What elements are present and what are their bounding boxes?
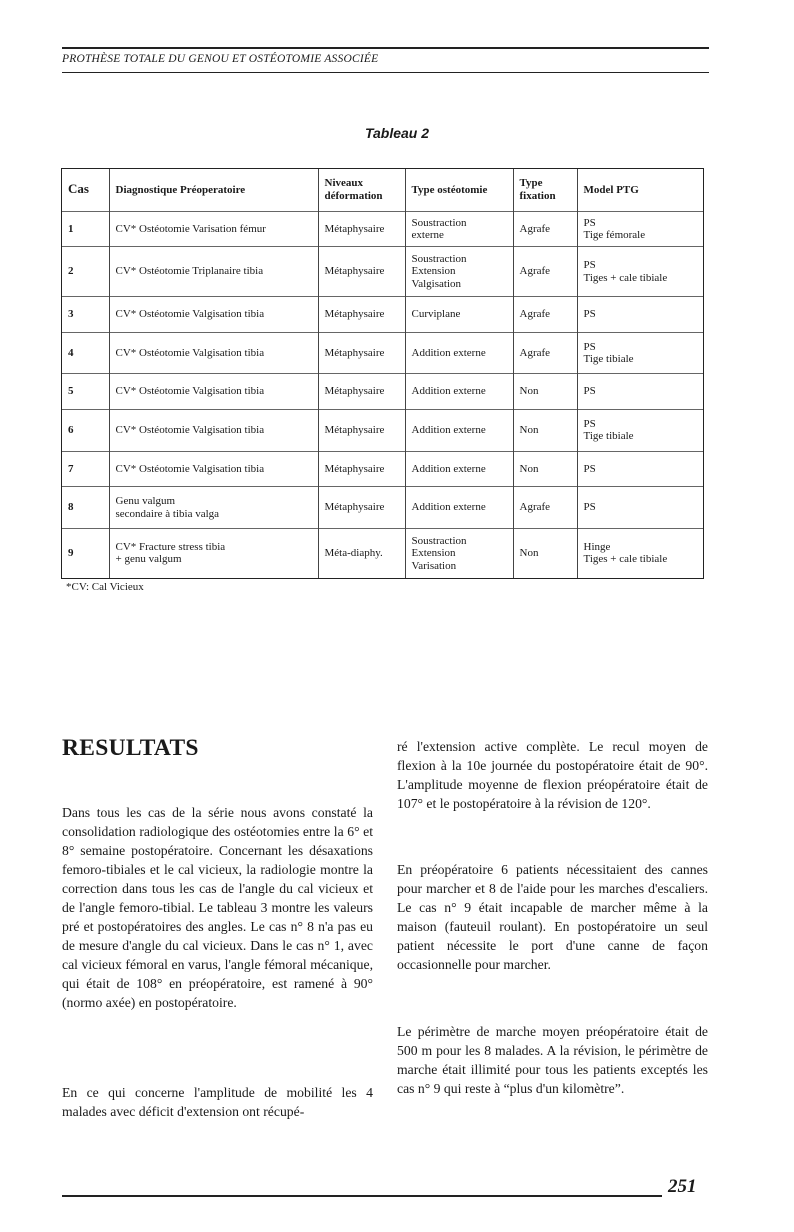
- cell-diagnostic: Genu valgum secondaire à tibia valga: [109, 487, 318, 529]
- header-cas: Cas: [68, 181, 89, 197]
- cell-niveaux: Métaphysaire: [318, 374, 405, 410]
- cell-diagnostic: CV* Ostéotomie Valgisation tibia: [109, 451, 318, 487]
- cell-diagnostic: CV* Ostéotomie Valgisation tibia: [109, 374, 318, 410]
- header-ptg: Model PTG: [577, 169, 703, 211]
- cell-fixation: Agrafe: [513, 487, 577, 529]
- header-fixation: Type fixation: [513, 169, 577, 211]
- cell-niveaux: Métaphysaire: [318, 487, 405, 529]
- table-row: [62, 247, 703, 297]
- table-row: [62, 528, 703, 578]
- cell-niveaux: Méta-diaphy.: [318, 528, 405, 578]
- cell-osteotomie: Curviplane: [405, 296, 513, 332]
- table-footnote: *CV: Cal Vicieux: [66, 581, 144, 593]
- cell-fixation: Non: [513, 374, 577, 410]
- cell-osteotomie: Addition externe: [405, 374, 513, 410]
- cell-diagnostic: CV* Fracture stress tibia + genu valgum: [109, 528, 318, 578]
- cell-fixation: Non: [513, 409, 577, 451]
- table-row: [62, 296, 703, 332]
- header-rule-top: [62, 47, 709, 49]
- table-row: [62, 487, 703, 529]
- header-diagnostic: Diagnostique Préoperatoire: [109, 169, 318, 211]
- cell-cas: 5: [62, 374, 109, 410]
- cell-osteotomie: Soustraction externe: [405, 211, 513, 247]
- page-number: 251: [668, 1176, 697, 1197]
- right-paragraph-3: Le périmètre de marche moyen préopératoire était de 500 m pour les 8 malades. A la révision, le périmètre de marche était illimité pour tous les patients exceptés les cas n° 9 qui reste à “plus d'un kilomètre”.: [397, 1024, 708, 1097]
- cell-osteotomie: Addition externe: [405, 487, 513, 529]
- table-row: [62, 409, 703, 451]
- section-heading-resultats: RESULTATS: [62, 735, 199, 761]
- left-paragraph-2: En ce qui concerne l'amplitude de mobilité les 4 malades avec déficit d'extension ont récupé-: [62, 1085, 373, 1120]
- data-table: [62, 169, 703, 578]
- cell-cas: 3: [62, 296, 109, 332]
- cell-diagnostic: CV* Ostéotomie Valgisation tibia: [109, 296, 318, 332]
- right-paragraph-1: ré l'extension active complète. Le recul moyen de flexion à la 10e journée du postopératoire était de 90°. L'amplitude moyenne de flexion préopératoire était de 107° et le postopératoire à la révision de 120°.: [397, 739, 708, 812]
- cell-ptg: PS: [577, 374, 703, 410]
- cell-cas: 8: [62, 487, 109, 529]
- cell-ptg: PS Tiges + cale tibiale: [577, 247, 703, 297]
- cell-niveaux: Métaphysaire: [318, 247, 405, 297]
- table-row: [62, 451, 703, 487]
- cell-niveaux: Métaphysaire: [318, 451, 405, 487]
- cell-ptg: PS: [577, 451, 703, 487]
- cell-osteotomie: Soustraction Extension Valgisation: [405, 247, 513, 297]
- table-container: [61, 168, 704, 579]
- table-header-row: [62, 169, 703, 211]
- cell-osteotomie: Addition externe: [405, 332, 513, 374]
- cell-osteotomie: Soustraction Extension Varisation: [405, 528, 513, 578]
- table-caption: Tableau 2: [364, 125, 430, 141]
- footer-rule: [62, 1195, 662, 1197]
- cell-fixation: Non: [513, 451, 577, 487]
- cell-niveaux: Métaphysaire: [318, 409, 405, 451]
- cell-diagnostic: CV* Ostéotomie Varisation fémur: [109, 211, 318, 247]
- cell-ptg: PS Tige fémorale: [577, 211, 703, 247]
- cell-cas: 6: [62, 409, 109, 451]
- cell-cas: 1: [62, 211, 109, 247]
- cell-fixation: Agrafe: [513, 296, 577, 332]
- cell-cas: 4: [62, 332, 109, 374]
- cell-diagnostic: CV* Ostéotomie Valgisation tibia: [109, 409, 318, 451]
- cell-diagnostic: CV* Ostéotomie Valgisation tibia: [109, 332, 318, 374]
- right-paragraph-2: En préopératoire 6 patients nécessitaient des cannes pour marcher et 8 de l'aide pour les marches d'escaliers. Le cas n° 9 était incapable de marcher même à la maison (fauteuil roulant). En postopératoire un seul patient nécessite le port d'une canne de façon occasionnelle pour marcher.: [397, 862, 708, 973]
- cell-ptg: PS: [577, 296, 703, 332]
- header-rule-bottom: [62, 72, 709, 73]
- cell-ptg: PS Tige tibiale: [577, 332, 703, 374]
- cell-osteotomie: Addition externe: [405, 451, 513, 487]
- cell-diagnostic: CV* Ostéotomie Triplanaire tibia: [109, 247, 318, 297]
- table-row: [62, 332, 703, 374]
- cell-osteotomie: Addition externe: [405, 409, 513, 451]
- cell-niveaux: Métaphysaire: [318, 332, 405, 374]
- cell-ptg: Hinge Tiges + cale tibiale: [577, 528, 703, 578]
- cell-cas: 7: [62, 451, 109, 487]
- cell-ptg: PS Tige tibiale: [577, 409, 703, 451]
- cell-fixation: Agrafe: [513, 247, 577, 297]
- cell-fixation: Agrafe: [513, 332, 577, 374]
- cell-fixation: Non: [513, 528, 577, 578]
- cell-fixation: Agrafe: [513, 211, 577, 247]
- running-header: PROTHÈSE TOTALE DU GENOU ET OSTÉOTOMIE ASSOCIÉE: [62, 53, 379, 65]
- header-niveaux: Niveaux déformation: [318, 169, 405, 211]
- table-row: [62, 211, 703, 247]
- table-body: [62, 211, 703, 578]
- cell-cas: 9: [62, 528, 109, 578]
- cell-niveaux: Métaphysaire: [318, 296, 405, 332]
- cell-ptg: PS: [577, 487, 703, 529]
- cell-cas: 2: [62, 247, 109, 297]
- header-osteotomie: Type ostéotomie: [405, 169, 513, 211]
- cell-niveaux: Métaphysaire: [318, 211, 405, 247]
- table-row: [62, 374, 703, 410]
- left-paragraph-1: Dans tous les cas de la série nous avons constaté la consolidation radiologique des ostéotomies entre la 6° et 8° semaine postopératoire. Concernant les désaxations femoro-tibiales et le cal vicieux, la radiologie montre la correction dans tous les cas de l'angle du cal vicieux et de l'angle femoro-tibial. Le tableau 3 montre les valeurs pré et postopératoires des angles. Le cas n° 8 n'a pas eu de mesure d'angle du cal vicieux. Dans le cas n° 1, avec cal vicieux fémoral en varus, l'angle fémoral mécanique, qui était de 108° en préopératoire, est ramené à 90° (normo axée) en postopératoire.: [62, 805, 373, 1011]
